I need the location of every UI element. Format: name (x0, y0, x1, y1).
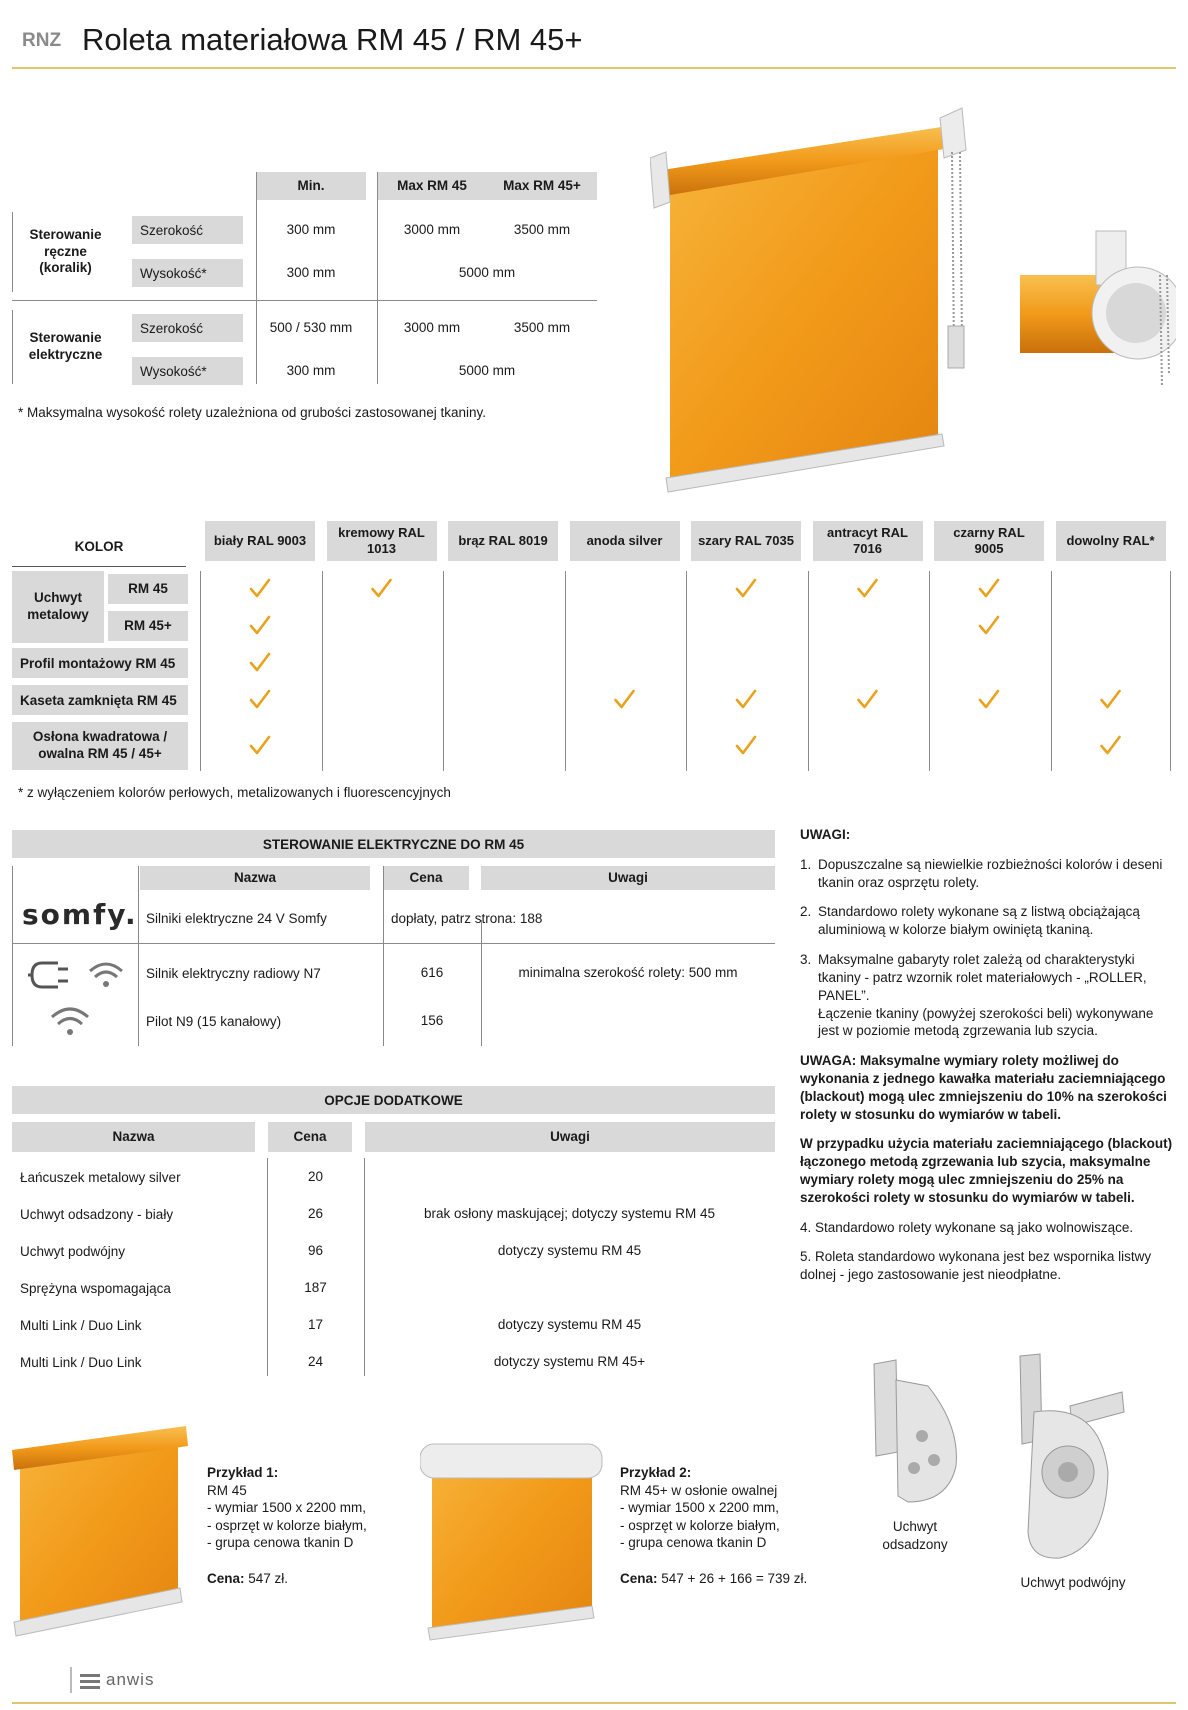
option-notes: dotyczy systemu RM 45 (497, 1242, 642, 1258)
check-mark-icon (737, 737, 755, 753)
note-5: 5. Roleta standardowo wykonana jest bez wspornika listwy dolnej - jego zastosowanie jest nieodpłatne. (800, 1249, 1152, 1283)
check-mark-icon (980, 691, 998, 707)
dimensions-footnote: * Maksymalna wysokość rolety uzależniona od grubości zastosowanej tkaniny. (18, 405, 486, 420)
example-1-model: RM 45 (207, 1482, 247, 1498)
metal-bracket-group-label: Uchwyt metalowy (12, 571, 104, 643)
electric-width-max45: 3000 mm (403, 319, 461, 335)
option-price: 20 (307, 1168, 324, 1184)
check-mark-icon (1102, 691, 1120, 707)
manual-height-max: 5000 mm (458, 264, 516, 280)
electric-control-label: Sterowanie elektryczne (28, 330, 103, 362)
check-mark-icon (980, 580, 998, 596)
example-1-item: - osprzęt w kolorze białym, (207, 1517, 367, 1533)
manual-width-min: 300 mm (286, 221, 336, 237)
electric-height-max: 5000 mm (458, 362, 516, 378)
example-2-item: - wymiar 1500 x 2200 mm, (620, 1500, 780, 1516)
electric-row-name: Pilot N9 (15 kanałowy) (146, 1013, 282, 1029)
check-mark-icon (251, 580, 269, 596)
example-2-price-label: Cena: (620, 1570, 658, 1586)
electric-row-price: dopłaty, patrz strona: 188 (391, 910, 543, 926)
electric-col-notes: Uwagi (481, 866, 775, 890)
plug-wifi-icon (28, 955, 128, 995)
check-mark-icon (251, 691, 269, 707)
electric-width-min: 500 / 530 mm (269, 319, 353, 335)
divider (12, 943, 775, 944)
col-max45-header: Max RM 45 (397, 177, 467, 193)
color-column-header: kremowy RAL 1013 (327, 521, 437, 561)
options-col-notes: Uwagi (365, 1122, 775, 1152)
anwis-logo-icon (80, 1672, 102, 1690)
electric-row-notes: minimalna szerokość rolety: 500 mm (518, 964, 738, 980)
option-name: Łańcuszek metalowy silver (20, 1169, 181, 1185)
divider (12, 866, 13, 1046)
options-title: OPCJE DODATKOWE (12, 1086, 775, 1114)
color-column-header: anoda silver (570, 521, 680, 561)
notes-title: UWAGI: (800, 827, 851, 842)
electric-row-price: 616 (420, 964, 444, 980)
option-name: Uchwyt podwójny (20, 1243, 126, 1259)
check-mark-icon (859, 580, 877, 596)
example-2-price: 547 + 26 + 166 = 739 zł. (657, 1570, 808, 1586)
wifi-icon (48, 1003, 92, 1037)
option-notes: dotyczy systemu RM 45 (497, 1316, 642, 1332)
offset-bracket-image (868, 1356, 964, 1506)
section-code: RNZ (22, 30, 62, 51)
example-2-item: - grupa cenowa tkanin D (620, 1535, 767, 1551)
option-notes (364, 1160, 775, 1194)
note-3b: Łączenie tkaniny (powyżej szerokości beli) wykonywane jest w poziomie metodą zgrzewania lub szycia. (818, 1005, 1154, 1039)
note-3a: Maksymalne gabaryty rolet zależą od charakterystyki tkaniny - patrz wzornik rolet materiałowych - „ROLLER, PANEL”. (818, 952, 1147, 1003)
color-column-header: biały RAL 9003 (205, 521, 315, 561)
note-1: Dopuszczalne są niewielkie rozbieżności kolorów i deseni tkanin oraz osprzętu rolety. (818, 856, 1163, 890)
color-column-header: szary RAL 7035 (691, 521, 801, 561)
option-name: Multi Link / Duo Link (20, 1354, 142, 1370)
electric-row-price: 156 (420, 1012, 444, 1028)
manual-height-min: 300 mm (286, 264, 336, 280)
option-price: 96 (307, 1242, 324, 1258)
color-column-header: czarny RAL 9005 (934, 521, 1044, 561)
row-label-rm45: RM 45 (108, 574, 188, 604)
row-label-rm45plus: RM 45+ (108, 611, 188, 641)
option-name: Multi Link / Duo Link (20, 1317, 142, 1333)
note-2: Standardowo rolety wykonane są z listwą obciążającą aluminiową w kolorze białym owiniętą tkaniną. (818, 904, 1140, 938)
color-column-header: brąz RAL 8019 (448, 521, 558, 561)
option-notes: dotyczy systemu RM 45+ (493, 1353, 646, 1369)
example-1-item: - grupa cenowa tkanin D (207, 1535, 354, 1551)
option-name: Sprężyna wspomagająca (20, 1280, 171, 1296)
example-2-item: - osprzęt w kolorze białym, (620, 1517, 780, 1533)
check-mark-icon (737, 691, 755, 707)
color-header: KOLOR (74, 538, 124, 554)
example-1-item: - wymiar 1500 x 2200 mm, (207, 1500, 367, 1516)
footer-separator (70, 1667, 72, 1693)
footer-divider (12, 1702, 1176, 1704)
check-mark-icon (251, 654, 269, 670)
brand-logo: anwis (106, 1670, 155, 1689)
check-mark-icon (373, 580, 391, 596)
example-2-title: Przykład 2: (620, 1465, 692, 1480)
color-footnote: * z wyłączeniem kolorów perłowych, metalizowanych i fluorescencyjnych (18, 785, 451, 800)
example-2-model: RM 45+ w osłonie owalnej (620, 1482, 778, 1498)
electric-row-name: Silniki elektryczne 24 V Somfy (146, 910, 327, 926)
warning-1: UWAGA: Maksymalne wymiary rolety możliwej do wykonania z jednego kawałka materiału zaciemniającego (blackout) mogą ulec zmniejszeniu do 10% na szerokości rolety w stosunku do wymiarów w tabeli. (800, 1053, 1167, 1122)
check-mark-icon (737, 580, 755, 596)
col-min-header: Min. (256, 172, 366, 200)
option-price: 26 (307, 1205, 324, 1221)
offset-bracket-label: Uchwyt odsadzony (882, 1519, 948, 1552)
example-1-image (10, 1418, 190, 1642)
electric-col-price: Cena (383, 866, 469, 890)
option-notes: brak osłony maskującej; dotyczy systemu RM 45 (423, 1205, 716, 1221)
color-column-header: dowolny RAL* (1056, 521, 1166, 561)
row-label-cassette: Kaseta zamknięta RM 45 (12, 685, 188, 715)
option-name: Uchwyt odsadzony - biały (20, 1206, 174, 1222)
row-label-cover: Osłona kwadratowa / owalna RM 45 / 45+ (12, 722, 188, 770)
electric-height-min: 300 mm (286, 362, 336, 378)
example-2 (620, 1464, 807, 1587)
electric-width-label: Szerokość (132, 314, 243, 342)
example-1-title: Przykład 1: (207, 1465, 279, 1480)
electric-row-name: Silnik elektryczny radiowy N7 (146, 965, 321, 981)
option-price: 187 (304, 1279, 327, 1295)
example-1 (207, 1464, 367, 1587)
manual-control-label: Sterowanie ręczne (koralik) (29, 226, 102, 276)
options-col-price: Cena (268, 1122, 352, 1152)
somfy-logo: somfy. (22, 898, 138, 931)
double-bracket-label: Uchwyt podwójny (1020, 1575, 1126, 1590)
manual-width-label: Szerokość (132, 216, 243, 244)
color-checks (0, 0, 1188, 800)
notes-panel: UWAGI: 1. Dopuszczalne są niewielkie rozbieżności kolorów i deseni tkanin oraz osprzętu rolety. 2. Standardowo rolety wykonane są z listwą obciążającą aluminiową w kolorze białym owiniętą tkaniną. 3. Maksymalne gabaryty rolet zależą od charakterystyki tkaniny - patrz wzornik rolet materiałowych - „ROLLER, PANEL”. Łączenie tkaniny (powyżej szerokości beli) wykonywane jest w poziomie metodą zgrzewania lub szycia. UWAGA: Maksymalne wymiary rolety możliwej do wykonania z jednego kawałka materiału zaciemniającego (blackout) mogą ulec zmniejszeniu do 10% na szerokości rolety w stosunku do wymiarów w tabeli. W przypadku użycia materiału zaciemniającego (blackout) łączonego metodą zgrzewania lub szycia, maksymalne wymiary rolety mogą ulec zmniejszeniu do 25% na szerokości rolety w stosunku do wymiarów w tabeli. 4. Standardowo rolety wykonane są jako wolnowiszące. 5. Roleta standardowo wykonana jest bez wspornika listwy dolnej - jego zastosowanie jest nieodpłatne. (800, 826, 1178, 1296)
check-mark-icon (980, 617, 998, 633)
option-price: 17 (307, 1316, 324, 1332)
example-1-price: 547 zł. (244, 1570, 289, 1586)
electric-title: STEROWANIE ELEKTRYCZNE DO RM 45 (12, 830, 775, 858)
electric-height-label: Wysokość* (132, 357, 243, 385)
note-4: 4. Standardowo rolety wykonane są jako wolnowiszące. (800, 1219, 1134, 1235)
option-price: 24 (307, 1353, 324, 1369)
row-label-profile: Profil montażowy RM 45 (12, 648, 188, 678)
options-col-name: Nazwa (12, 1122, 255, 1152)
check-mark-icon (251, 737, 269, 753)
option-notes (364, 1271, 775, 1305)
color-column-header: antracyt RAL 7016 (813, 521, 923, 561)
check-mark-icon (1102, 737, 1120, 753)
check-mark-icon (251, 617, 269, 633)
manual-width-max45: 3000 mm (403, 221, 461, 237)
example-1-price-label: Cena: (207, 1570, 245, 1586)
double-bracket-image (1010, 1352, 1130, 1562)
example-2-image (420, 1430, 610, 1642)
manual-height-label: Wysokość* (132, 259, 243, 287)
check-mark-icon (859, 691, 877, 707)
electric-width-max45p: 3500 mm (513, 319, 571, 335)
col-max45p-header: Max RM 45+ (503, 177, 581, 193)
check-mark-icon (616, 691, 634, 707)
warning-2: W przypadku użycia materiału zaciemniającego (blackout) łączonego metodą zgrzewania lub szycia, maksymalne wymiary rolety mogą ulec zmniejszeniu do 25% na szerokości rolety w stosunku do wymiarów w tabeli. (800, 1136, 1173, 1205)
manual-width-max45p: 3500 mm (513, 221, 571, 237)
electric-col-name: Nazwa (140, 866, 370, 890)
page-title: Roleta materiałowa RM 45 / RM 45+ (82, 22, 583, 57)
